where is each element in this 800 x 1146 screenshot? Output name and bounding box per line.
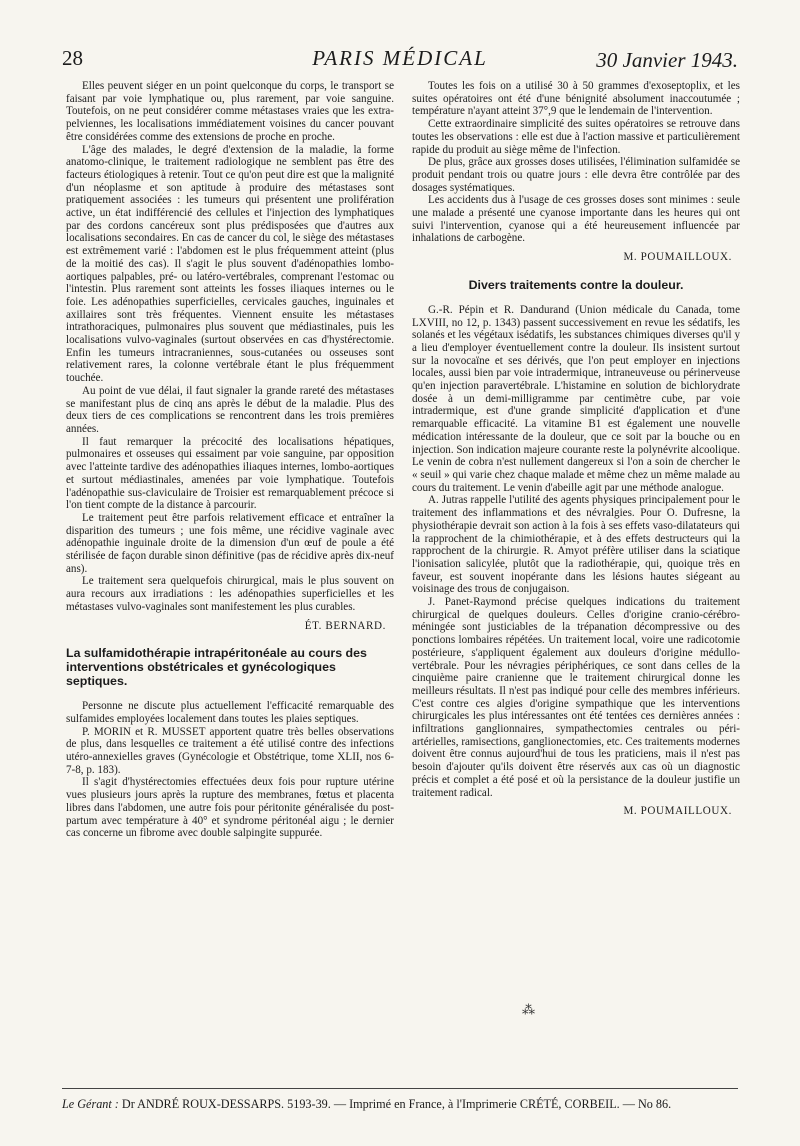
paragraph: P. MORIN et R. MUSSET apportent quatre très belles observations de plus, dans lesquelles ce traitement a été utilisé contre des infections utéro-annexielles graves (Gynécologie et Obstétrique, tome XLII, nos 6-7-8, p. 183).	[66, 725, 394, 776]
paragraph: Personne ne discute plus actuellement l'efficacité remarquable des sulfamides employées localement dans toutes les plaies septiques.	[66, 700, 394, 725]
paragraph: Le traitement peut être parfois relativement efficace et entraîner la disparition des tumeurs ; une fois même, une récidive vaginale avec adénopathie inguinale droite de la dimension d'un œuf de poule a été stérilisée de façon durable sinon définitive (pas de récidive après dix-neuf ans).	[66, 511, 394, 575]
page-number: 28	[62, 46, 83, 70]
author-signature: M. POUMAILLOUX.	[623, 805, 732, 818]
ink-smudge-icon: ⁂	[522, 1002, 535, 1017]
paragraph: J. Panet-Raymond précise quelques indications du traitement chirurgical de quelques douleurs. Celles d'origine cranio-cérébro-méningée sont justiciables de la trépanation décompressive ou des ponctions lombaires répétées. Un traitement local, voire une radicotomie postérieure, s'appliquent également aux douleurs d'origine médullo-vertébrale. Pour les névragies périphériques, ce sont dans celles de la cinquième paire cranienne que le traitement chirurgical donne les meilleurs résultats. Il n'est pas indiqué pour celle des membres inférieurs. C'est contre ces algies d'origine sympathique que les interventions chirurgicales les plus intéressantes ont été tentées ces dernières années : infiltrations ganglionnaires, sympathectomies centrales ou péri-artérielles, ramisections, ganglionectomies, etc. Ces traitements modernes doivent être connus aujourd'hui de tous les praticiens, mais il n'est pas besoin d'ajouter qu'ils doivent être réservés aux cas où un diagnostic précis et complet a été posé et où la persistance de la douleur justifie un traitement radical.	[412, 596, 740, 799]
footer-rule	[62, 1088, 738, 1089]
paragraph: G.-R. Pépin et R. Dandurand (Union médicale du Canada, tome LXVIII, no 12, p. 1343) passent successivement en revue les sédatifs, les solanés et les végétaux isédatifs, les substances chimiques diverses qu'il y a lieu d'employer éventuellement contre la douleur. Ils insistent surtout sur la novocaïne et ses dérivés, que l'on peut employer en injections locales, aussi bien par voie intradermique, intraneuveuse ou périnerveuse qu'en injection paravertébrale. L'histamine en solution de bichlorydrate dosée à un demi-milligramme par centimètre cube, par voie intradermique, est d'une grande simplicité d'application et d'une remarquable efficacité. La vitamine B1 est également une nouvelle médication intéressante de la douleur, que ce soit par la bouche ou en injection. Son indication majeure courante reste la polynévrite alcoolique. Le venin de cobra n'est nullement dangereux si l'on a soin de chercher le « seuil » qui varie chez chaque malade et même chez un même malade au cours du traitement. Le venin d'abeille agit par une méthode analogue.	[412, 303, 740, 494]
paragraph: De plus, grâce aux grosses doses utilisées, l'élimination sulfamidée se produit pendant trois ou quatre jours : elle devra être contrôlée par des dosages systématiques.	[412, 156, 740, 194]
paragraph: Toutes les fois on a utilisé 30 à 50 grammes d'exoseptoplix, et les suites opératoires ont été d'une bénignité absolument inaccoutumée ; température n'ayant atteint 37°,9 que le lendemain de l'intervention.	[412, 80, 740, 118]
paragraph: Les accidents dus à l'usage de ces grosses doses sont minimes : seule une malade a présenté une cyanose importante dans les heures qui ont suivi l'intervention, cyanose qui a été heureusement influencée par inhalations de carbogène.	[412, 194, 740, 245]
section-title: La sulfamidothérapie intrapéritonéale au cours des interventions obstétricales et gynécologiques septiques.	[66, 646, 367, 689]
right-column	[412, 80, 740, 818]
paragraph: Cette extraordinaire simplicité des suites opératoires se retrouve dans toutes les observations : elle est due à l'action massive et particulièrement rapide du produit au siège même de l'infection.	[412, 118, 740, 156]
paragraph: L'âge des malades, le degré d'extension de la maladie, la forme anatomo-clinique, le traitement radiologique ne semblent pas être des facteurs étiologiques à retenir. Tout ce qu'on peut dire est que la malignité d'un néoplasme et son aptitude à produire des métastases sont pratiquement associées : les tumeurs qui présentent une prolifération active, un état indifférencié des cellules et l'injection des lymphatiques par des cordons cancéreux sont plus prédisposées que d'autres aux localisations secondaires. En cas de cancer du col, le siège des métastases est extrêmement varié : l'abdomen est le plus fréquemment atteint (plus de la moitié des cas). Il s'agit le plus souvent d'adénopathies lombo-aortiques palpables, pré- ou latéro-vertébrales, comprenant l'estomac ou l'intestin. Plus rarement sont atteints les fosses iliaques internes ou le foie. Les adénopathies superficielles, cervicales gauches, inguinales et axillaires sont très fréquentes. Viennent ensuite les métastases intrathoraciques, pulmonaires plus souvent que médiastinales, puis les localisations vulvo-vaginales (surtout observées en cas d'hystérectomie. Enfin les tumeurs intracraniennes, sous-cutanées ou osseuses sont relativement rares, la colonne vertébrale étant le plus fréquemment touchée.	[66, 143, 394, 385]
footer-label: Le Gérant :	[62, 1097, 119, 1111]
paragraph: Au point de vue délai, il faut signaler la grande rareté des métastases se manifestant plus de cinq ans après le début de la maladie. Plus des deux tiers de ces complications se rencontrent dans les trois premières années.	[66, 384, 394, 435]
page-footer	[62, 1097, 738, 1112]
paragraph: Le traitement sera quelquefois chirurgical, mais le plus souvent on aura recours aux irradiations : les adénopathies superficielles et les métastases vulvo-vaginales sont manifestement les plus curables.	[66, 575, 394, 613]
paragraph: Il faut remarquer la précocité des localisations hépatiques, pulmonaires et osseuses qui essaiment par voie sanguine, par opposition avec l'atteinte tardive des adénopathies iliaques internes, lombo-aortiques et surtout médiastinales, amenées par voie lymphatique. Toutefois l'adénopathie sus-claviculaire de Troisier est remarquablement précoce si l'on tient compte de la distance à parcourir.	[66, 435, 394, 512]
left-column	[66, 80, 394, 840]
journal-title: PARIS MÉDICAL	[312, 46, 488, 70]
author-signature: ÉT. BERNARD.	[304, 619, 386, 632]
section-title: Divers traitements contre la douleur.	[468, 277, 684, 292]
footer-text: Dr ANDRÉ ROUX-DESSARPS. 5193-39. — Imprimé en France, à l'Imprimerie CRÉTÉ, CORBEIL. — No 86.	[121, 1097, 672, 1111]
page-header	[62, 44, 738, 76]
author-signature: M. POUMAILLOUX.	[623, 251, 732, 264]
issue-date: 30 Janvier 1943.	[596, 48, 738, 72]
paragraph: Il s'agit d'hystérectomies effectuées deux fois pour rupture utérine vues plusieurs jours après la rupture des membranes, fœtus et placenta libres dans l'abdomen, une autre fois pour péritonite généralisée du post-partum avec température à 40° et syndrome péritonéal aigu ; le dernier cas concerne un fibrome avec double salpingite suppurée.	[66, 776, 394, 840]
paragraph: Elles peuvent siéger en un point quelconque du corps, le transport se faisant par voie lymphatique ou, plus rarement, par voie sanguine. Toutefois, on ne peut considérer comme métastases vraies que les extra-pelviennes, les localisations immédiatement voisines du cancer pouvant être considérées comme des extensions de proche en proche.	[66, 80, 394, 143]
paragraph: A. Jutras rappelle l'utilité des agents physiques principalement pour le traitement des inflammations et des névralgies. Pour O. Dufresne, la physiothérapie devrait son action à la fois à ses effets vaso-dilatateurs qui la rapprochent de la chimiothérapie, et à des effets destructeurs qui la rapprochent de la chirurgie. R. Amyot préfère utiliser dans la sciatique l'ionisation salicylée, plutôt que la radiothérapie, qui, quoique très en faveur, est souvent inopérante dans les lésions hautes siégeant au voisinage des trous de conjugaison.	[412, 494, 740, 596]
